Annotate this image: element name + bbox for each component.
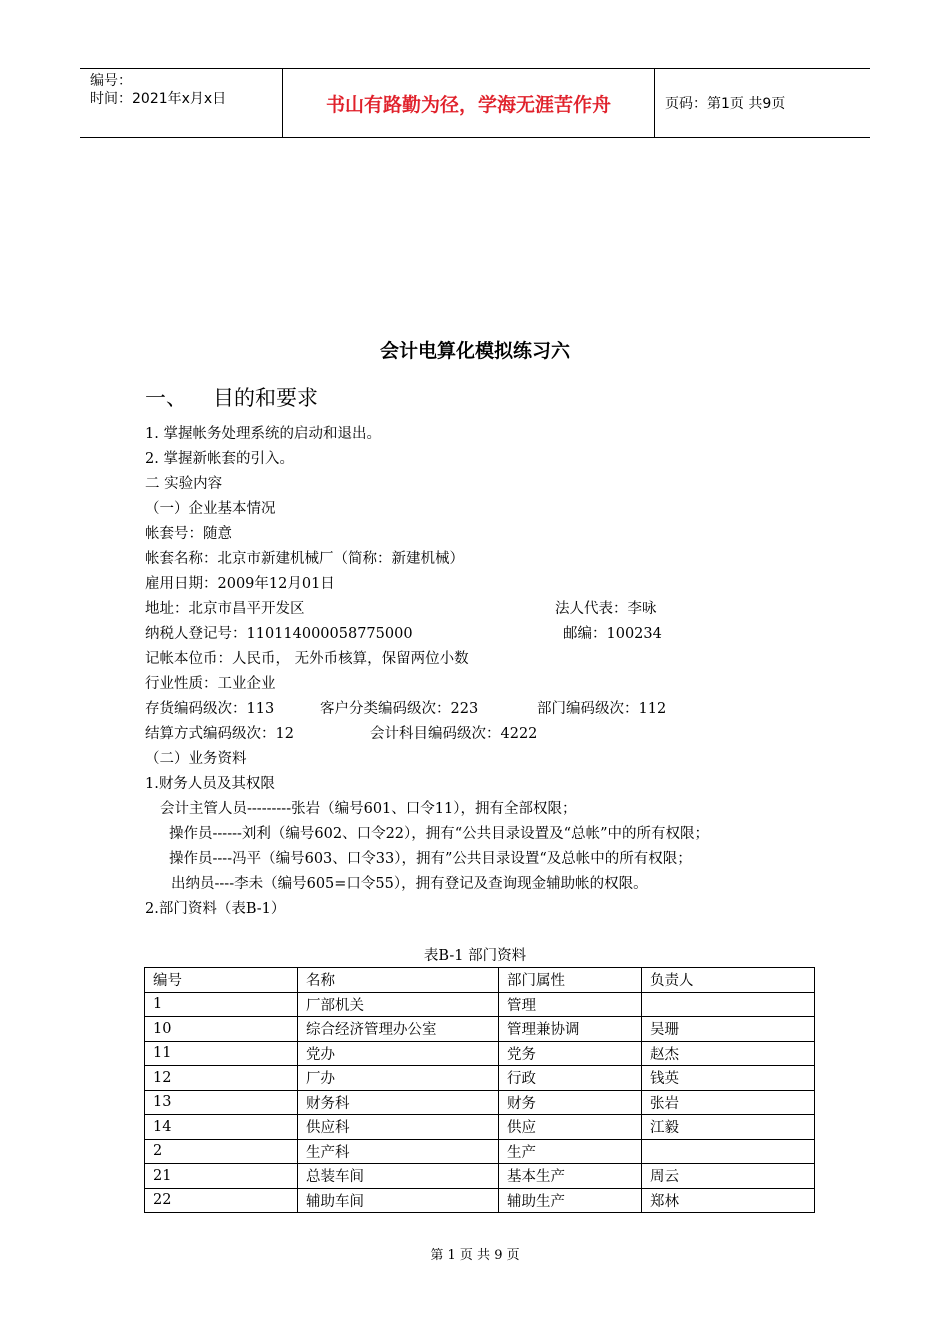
table-cell: 生产科 [298,1139,499,1164]
table-cell: 基本生产 [499,1164,642,1189]
table-cell: 综合经济管理办公室 [298,1017,499,1042]
table-row [145,1115,815,1140]
text-line: 记帐本位币：人民币， 无外币核算，保留两位小数 [145,651,469,667]
text-line: 2.部门资料（表B-1） [145,901,286,917]
header-date-label: 时间：2021年x月x日 [90,91,227,107]
table-cell: 13 [145,1090,298,1115]
department-coding-text: 部门编码级次：112 [537,701,667,717]
table-cell: 11 [145,1041,298,1066]
table-row [145,992,815,1017]
table-cell: 厂部机关 [298,992,499,1017]
customer-coding-text: 客户分类编码级次：223 [320,701,479,717]
table-row [145,1090,815,1115]
text-line: 帐套号：随意 [145,526,232,542]
table-cell: 江毅 [642,1115,815,1140]
table-cell: 供应科 [298,1115,499,1140]
table-cell: 2 [145,1139,298,1164]
table-cell: 财务科 [298,1090,499,1115]
table-cell: 生产 [499,1139,642,1164]
text-line: 操作员------刘利（编号602、口令22），拥有“公共目录设置及“总帐”中的所有权限； [169,826,710,842]
table-cell: 10 [145,1017,298,1042]
table-body [145,968,815,1213]
text-line: 二 实验内容 [145,476,223,492]
inventory-coding-text: 存货编码级次：113 [145,701,275,717]
account-coding-text: 会计科目编码级次：4222 [370,726,538,742]
table-cell: 赵杰 [642,1041,815,1066]
legal-rep-text: 法人代表：李咏 [555,601,657,617]
header-motto: 书山有路勤为径，学海无涯苦作舟 [283,69,655,137]
text-line: 操作员----冯平（编号603、口令33），拥有”公共目录设置“及总帐中的所有权限； [169,851,692,867]
table-cell [642,992,815,1017]
tax-id-text: 纳税人登记号：110114000058775000 [145,626,413,642]
text-line-coding [145,697,825,722]
table-cell [642,1139,815,1164]
table-cell: 辅助生产 [499,1188,642,1213]
table-cell: 张岩 [642,1090,815,1115]
table-cell: 辅助车间 [298,1188,499,1213]
header-info [80,69,283,137]
table-row [145,1017,815,1042]
table-caption: 表B-1 部门资料 [423,948,527,964]
text-line: 行业性质：工业企业 [145,676,276,692]
header-page-label: 页码：第1页 共9页 [665,96,786,112]
table-cell: 12 [145,1066,298,1091]
text-line: （二）业务资料 [145,751,247,767]
table-cell: 14 [145,1115,298,1140]
document-body [145,422,825,922]
table-cell: 21 [145,1164,298,1189]
table-header-cell: 名称 [298,968,499,993]
table-header-cell: 负责人 [642,968,815,993]
table-header-row [145,968,815,993]
page-footer: 第 1 页 共 9 页 [430,1248,520,1263]
page-header [80,68,870,138]
text-line-tax [145,622,825,647]
section-heading [145,382,318,412]
section-number: 一、 [145,386,187,410]
text-line: 雇用日期：2009年12月01日 [145,576,335,592]
text-line: （一）企业基本情况 [145,501,276,517]
table-cell: 管理 [499,992,642,1017]
address-text: 地址：北京市昌平开发区 [145,601,305,617]
department-table [144,967,815,1213]
table-row [145,1066,815,1091]
table-cell: 周云 [642,1164,815,1189]
table-cell: 管理兼协调 [499,1017,642,1042]
table-cell: 吴珊 [642,1017,815,1042]
table-header-cell: 编号 [145,968,298,993]
table-cell: 行政 [499,1066,642,1091]
table-cell: 郑林 [642,1188,815,1213]
table-row [145,1188,815,1213]
table-row [145,1041,815,1066]
table-row [145,1139,815,1164]
text-line-coding2 [145,722,825,747]
text-line: 1.财务人员及其权限 [145,776,275,792]
table-cell: 财务 [499,1090,642,1115]
document-title: 会计电算化模拟练习六 [379,340,570,362]
table-cell: 钱英 [642,1066,815,1091]
postcode-text: 邮编：100234 [563,626,662,642]
text-line: 出纳员----李未（编号605=口令55），拥有登记及查询现金辅助帐的权限。 [171,876,648,892]
text-line: 帐套名称：北京市新建机械厂（简称：新建机械） [145,551,464,567]
table-cell: 22 [145,1188,298,1213]
table-cell: 1 [145,992,298,1017]
header-code-label: 编号： [90,73,132,89]
text-line-address [145,597,825,622]
table-cell: 总装车间 [298,1164,499,1189]
table-cell: 党务 [499,1041,642,1066]
table-row [145,1164,815,1189]
table-cell: 供应 [499,1115,642,1140]
table-header-cell: 部门属性 [499,968,642,993]
table-cell: 党办 [298,1041,499,1066]
text-line: 会计主管人员---------张岩（编号601、口令11），拥有全部权限； [160,801,577,817]
settlement-coding-text: 结算方式编码级次：12 [145,726,294,742]
section-title: 目的和要求 [213,386,318,410]
text-line: 1. 掌握帐务处理系统的启动和退出。 [145,426,381,442]
text-line: 2. 掌握新帐套的引入。 [145,451,294,467]
table-cell: 厂办 [298,1066,499,1091]
